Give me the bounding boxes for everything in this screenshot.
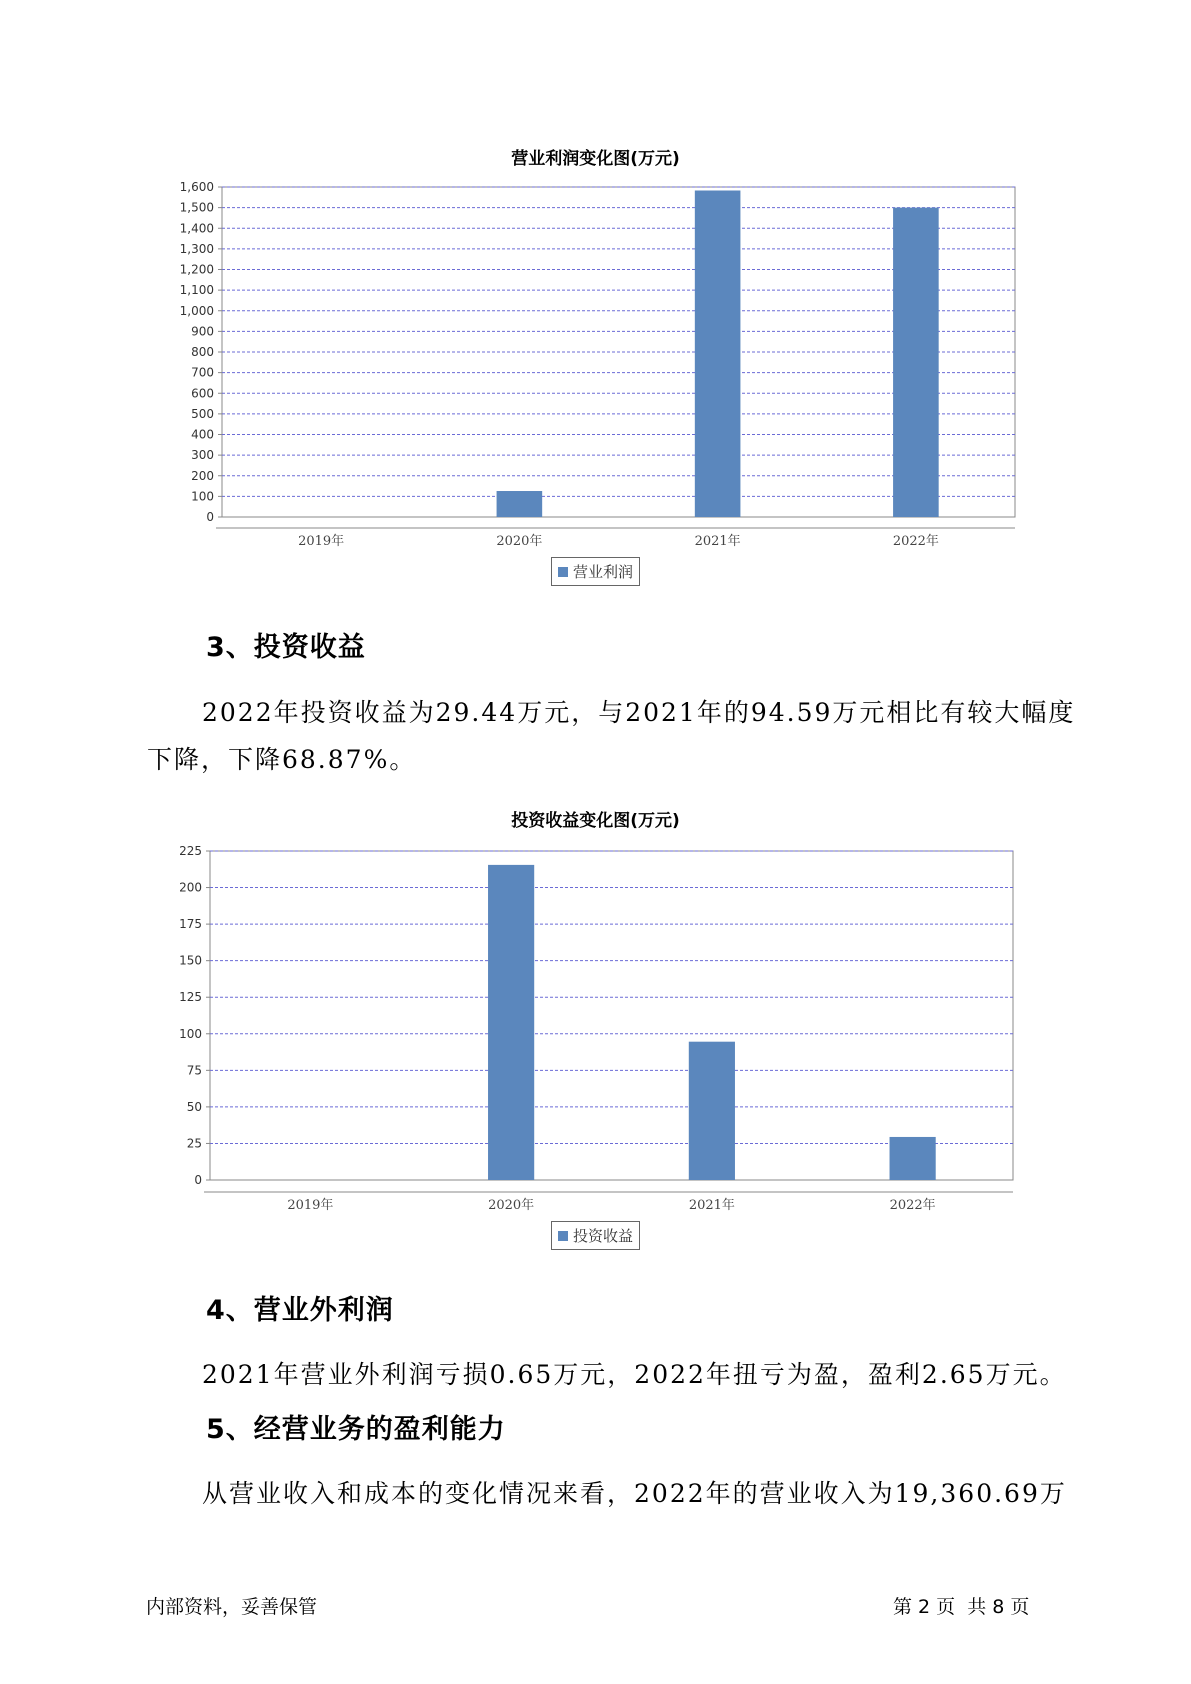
y-tick-label: 150 [179, 953, 202, 968]
section4-paragraph: 2021年营业外利润亏损0.65万元，2022年扭亏为盈，盈利2.65万元。 [202, 1360, 1067, 1389]
x-tick-label: 2022年 [889, 1198, 936, 1213]
investment-income-bar-chart [0, 832, 1191, 1232]
y-tick-label: 100 [179, 1026, 202, 1041]
y-tick-label: 200 [191, 468, 214, 483]
y-tick-label: 100 [191, 489, 214, 504]
bar-2022年 [893, 208, 939, 517]
chart2-legend-label: 投资收益 [573, 1227, 634, 1245]
y-tick-label: 25 [186, 1136, 202, 1151]
x-tick-label: 2019年 [287, 1198, 334, 1213]
chart1-legend [551, 557, 640, 586]
section4-heading: 4、营业外利润 [206, 1295, 394, 1326]
operating-profit-bar-chart [0, 170, 1191, 570]
y-tick-label: 200 [179, 880, 202, 895]
y-tick-label: 125 [179, 990, 202, 1005]
y-tick-label: 1,000 [179, 303, 214, 318]
y-tick-label: 0 [206, 510, 214, 524]
chart1-legend-label: 营业利润 [573, 563, 634, 581]
x-tick-label: 2021年 [688, 1198, 735, 1213]
bar-2020年 [488, 865, 534, 1180]
y-tick-label: 0 [194, 1173, 202, 1187]
y-tick-label: 50 [186, 1099, 202, 1114]
legend-swatch [558, 567, 568, 577]
y-tick-label: 1,500 [179, 200, 214, 215]
y-tick-label: 1,200 [179, 262, 214, 277]
bar-2021年 [689, 1042, 735, 1180]
y-tick-label: 500 [191, 406, 214, 421]
y-tick-label: 75 [186, 1063, 202, 1078]
y-tick-label: 900 [191, 324, 214, 339]
footer-page-number: 第 2 页 共 8 页 [893, 1596, 1030, 1618]
x-tick-label: 2022年 [892, 534, 939, 549]
bar-2022年 [890, 1137, 936, 1180]
y-tick-label: 400 [191, 427, 214, 442]
y-tick-label: 175 [179, 917, 202, 932]
x-tick-label: 2020年 [496, 534, 543, 549]
x-tick-label: 2021年 [694, 534, 741, 549]
chart2-title: 投资收益变化图(万元) [511, 811, 680, 831]
y-tick-label: 600 [191, 386, 214, 401]
bar-2020年 [497, 491, 543, 517]
y-tick-label: 1,400 [179, 221, 214, 236]
section3-paragraph-line1: 2022年投资收益为29.44万元，与2021年的94.59万元相比有较大幅度 [202, 698, 1076, 727]
section5-heading: 5、经营业务的盈利能力 [206, 1414, 506, 1445]
chart1-title: 营业利润变化图(万元) [511, 149, 680, 169]
y-tick-label: 700 [191, 365, 214, 380]
section3-paragraph-line2: 下降，下降68.87%。 [147, 745, 417, 774]
y-tick-label: 1,100 [179, 283, 214, 298]
y-tick-label: 300 [191, 448, 214, 463]
legend-swatch [558, 1231, 568, 1241]
y-tick-label: 800 [191, 345, 214, 359]
x-tick-label: 2020年 [488, 1198, 535, 1213]
section5-paragraph: 从营业收入和成本的变化情况来看，2022年的营业收入为19,360.69万 [202, 1479, 1067, 1508]
footer-confidential-note: 内部资料，妥善保管 [146, 1596, 318, 1618]
plot-area [210, 851, 1013, 1180]
y-tick-label: 225 [179, 844, 202, 858]
x-tick-label: 2019年 [298, 534, 345, 549]
y-tick-label: 1,300 [179, 241, 214, 256]
bar-2021年 [695, 191, 741, 517]
y-tick-label: 1,600 [179, 180, 214, 194]
section3-heading: 3、投资收益 [206, 632, 366, 663]
chart2-legend [551, 1221, 640, 1250]
